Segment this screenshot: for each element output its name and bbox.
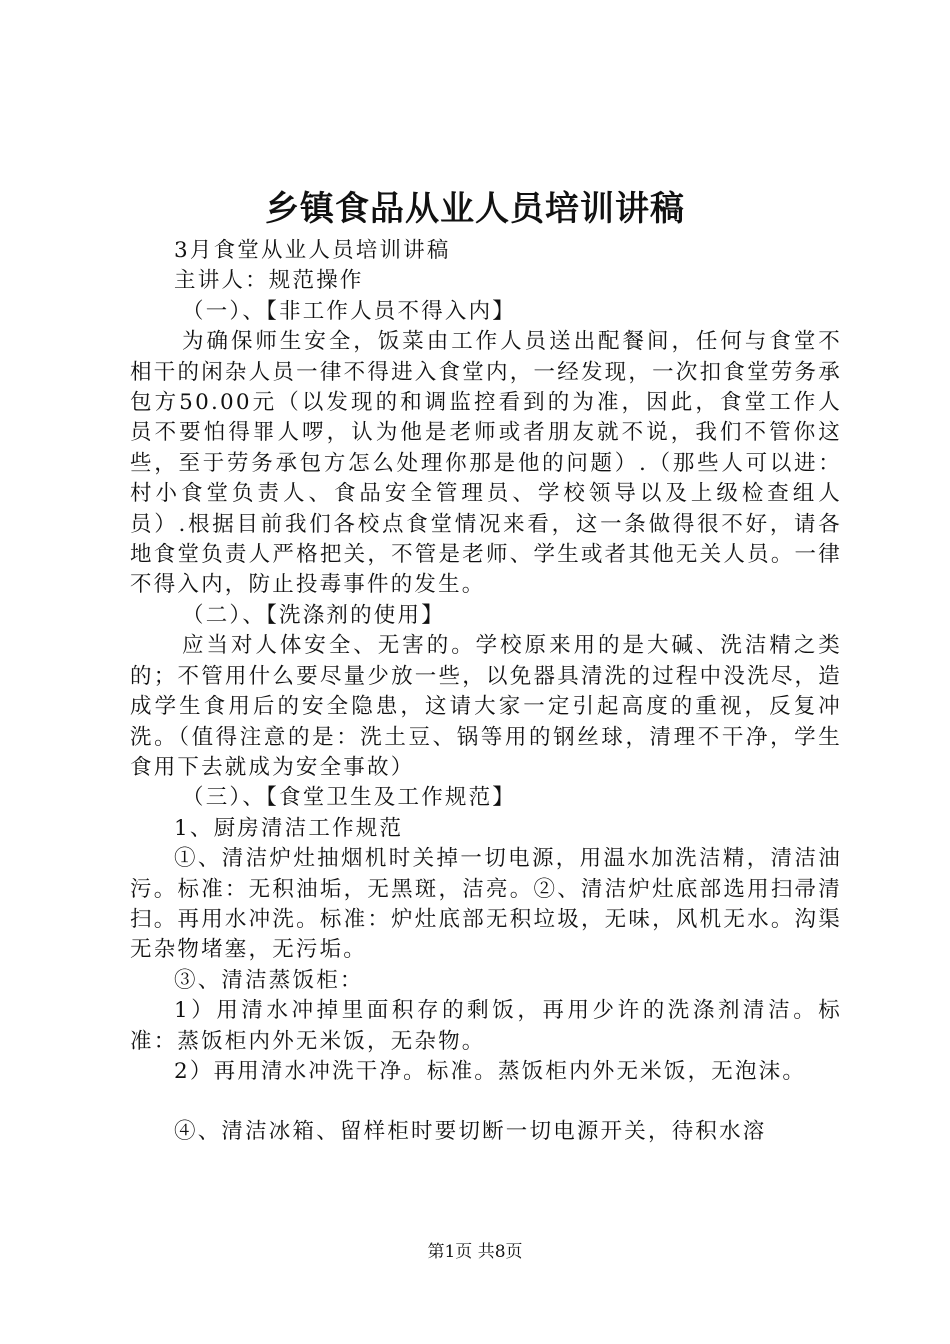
paragraph-5: 1）用清水冲掉里面积存的剩饭，再用少许的洗涤剂清洁。标准：蒸饭柜内外无米饭，无杂物。 xyxy=(130,998,842,1054)
section-heading-1: （一）、【非工作人员不得入内】 xyxy=(182,298,517,324)
paragraph-2: 应当对人体安全、无害的。学校原来用的是大碱、洗洁精之类的；不管用什么要尽量少放一些，以免器具清洗的过程中没洗尽，造成学生食用后的安全隐患，这请大家一定引起高度的重视，反复冲洗。（值得注意的是：洗土豆、锅等用的钢丝球，清理不干净，学生食用下去就成为安全事故） xyxy=(130,633,842,780)
paragraph-1: 为确保师生安全，饭菜由工作人员送出配餐间，任何与食堂不相干的闲杂人员一律不得进入食堂内，一经发现，一次扣食堂劳务承包方50.00元（以发现的和调监控看到的为准，因此，食堂工作人员不要怕得罪人啰，认为他是老师或者朋友就不说，我们不管你这些，至于劳务承包方怎么处理你那是他的问题）.（那些人可以进：村小食堂负责人、食品安全管理员、学校领导以及上级检查组人员）.根据目前我们各校点食堂情况来看，这一条做得很不好，请各地食堂负责人严格把关，不管是老师、学生或者其他无关人员。一律不得入内，防止投毒事件的发生。 xyxy=(130,329,842,598)
section-heading-3: （三）、【食堂卫生及工作规范】 xyxy=(182,785,517,811)
paragraph-3: ①、清洁炉灶抽烟机时关掉一切电源，用温水加洗洁精，清洁油污。标准：无积油垢，无黑斑，洁亮。②、清洁炉灶底部选用扫帚清扫。再用水冲洗。标准：炉灶底部无积垃圾，无味，风机无水。沟渠无杂物堵塞，无污垢。 xyxy=(130,846,842,963)
section-heading-2: （二）、【洗涤剂的使用】 xyxy=(182,602,445,628)
subtitle-line: 3月食堂从业人员培训讲稿 xyxy=(174,238,451,263)
paragraph-6: 2）再用清水冲洗干净。标准。蒸饭柜内外无米饭，无泡沫。 xyxy=(174,1058,807,1084)
document-title: 乡镇食品从业人员培训讲稿 xyxy=(265,189,685,229)
page-footer: 第1页 共8页 xyxy=(427,1242,523,1262)
paragraph-spacer xyxy=(130,1087,842,1117)
subsection-heading-1: 1、厨房清洁工作规范 xyxy=(174,815,404,841)
document-body xyxy=(130,236,842,1148)
speaker-line: 主讲人：规范操作 xyxy=(174,268,364,294)
paragraph-7: ④、清洁冰箱、留样柜时要切断一切电源开关，待积水溶 xyxy=(174,1119,767,1145)
paragraph-4: ③、清洁蒸饭柜： xyxy=(174,967,364,993)
